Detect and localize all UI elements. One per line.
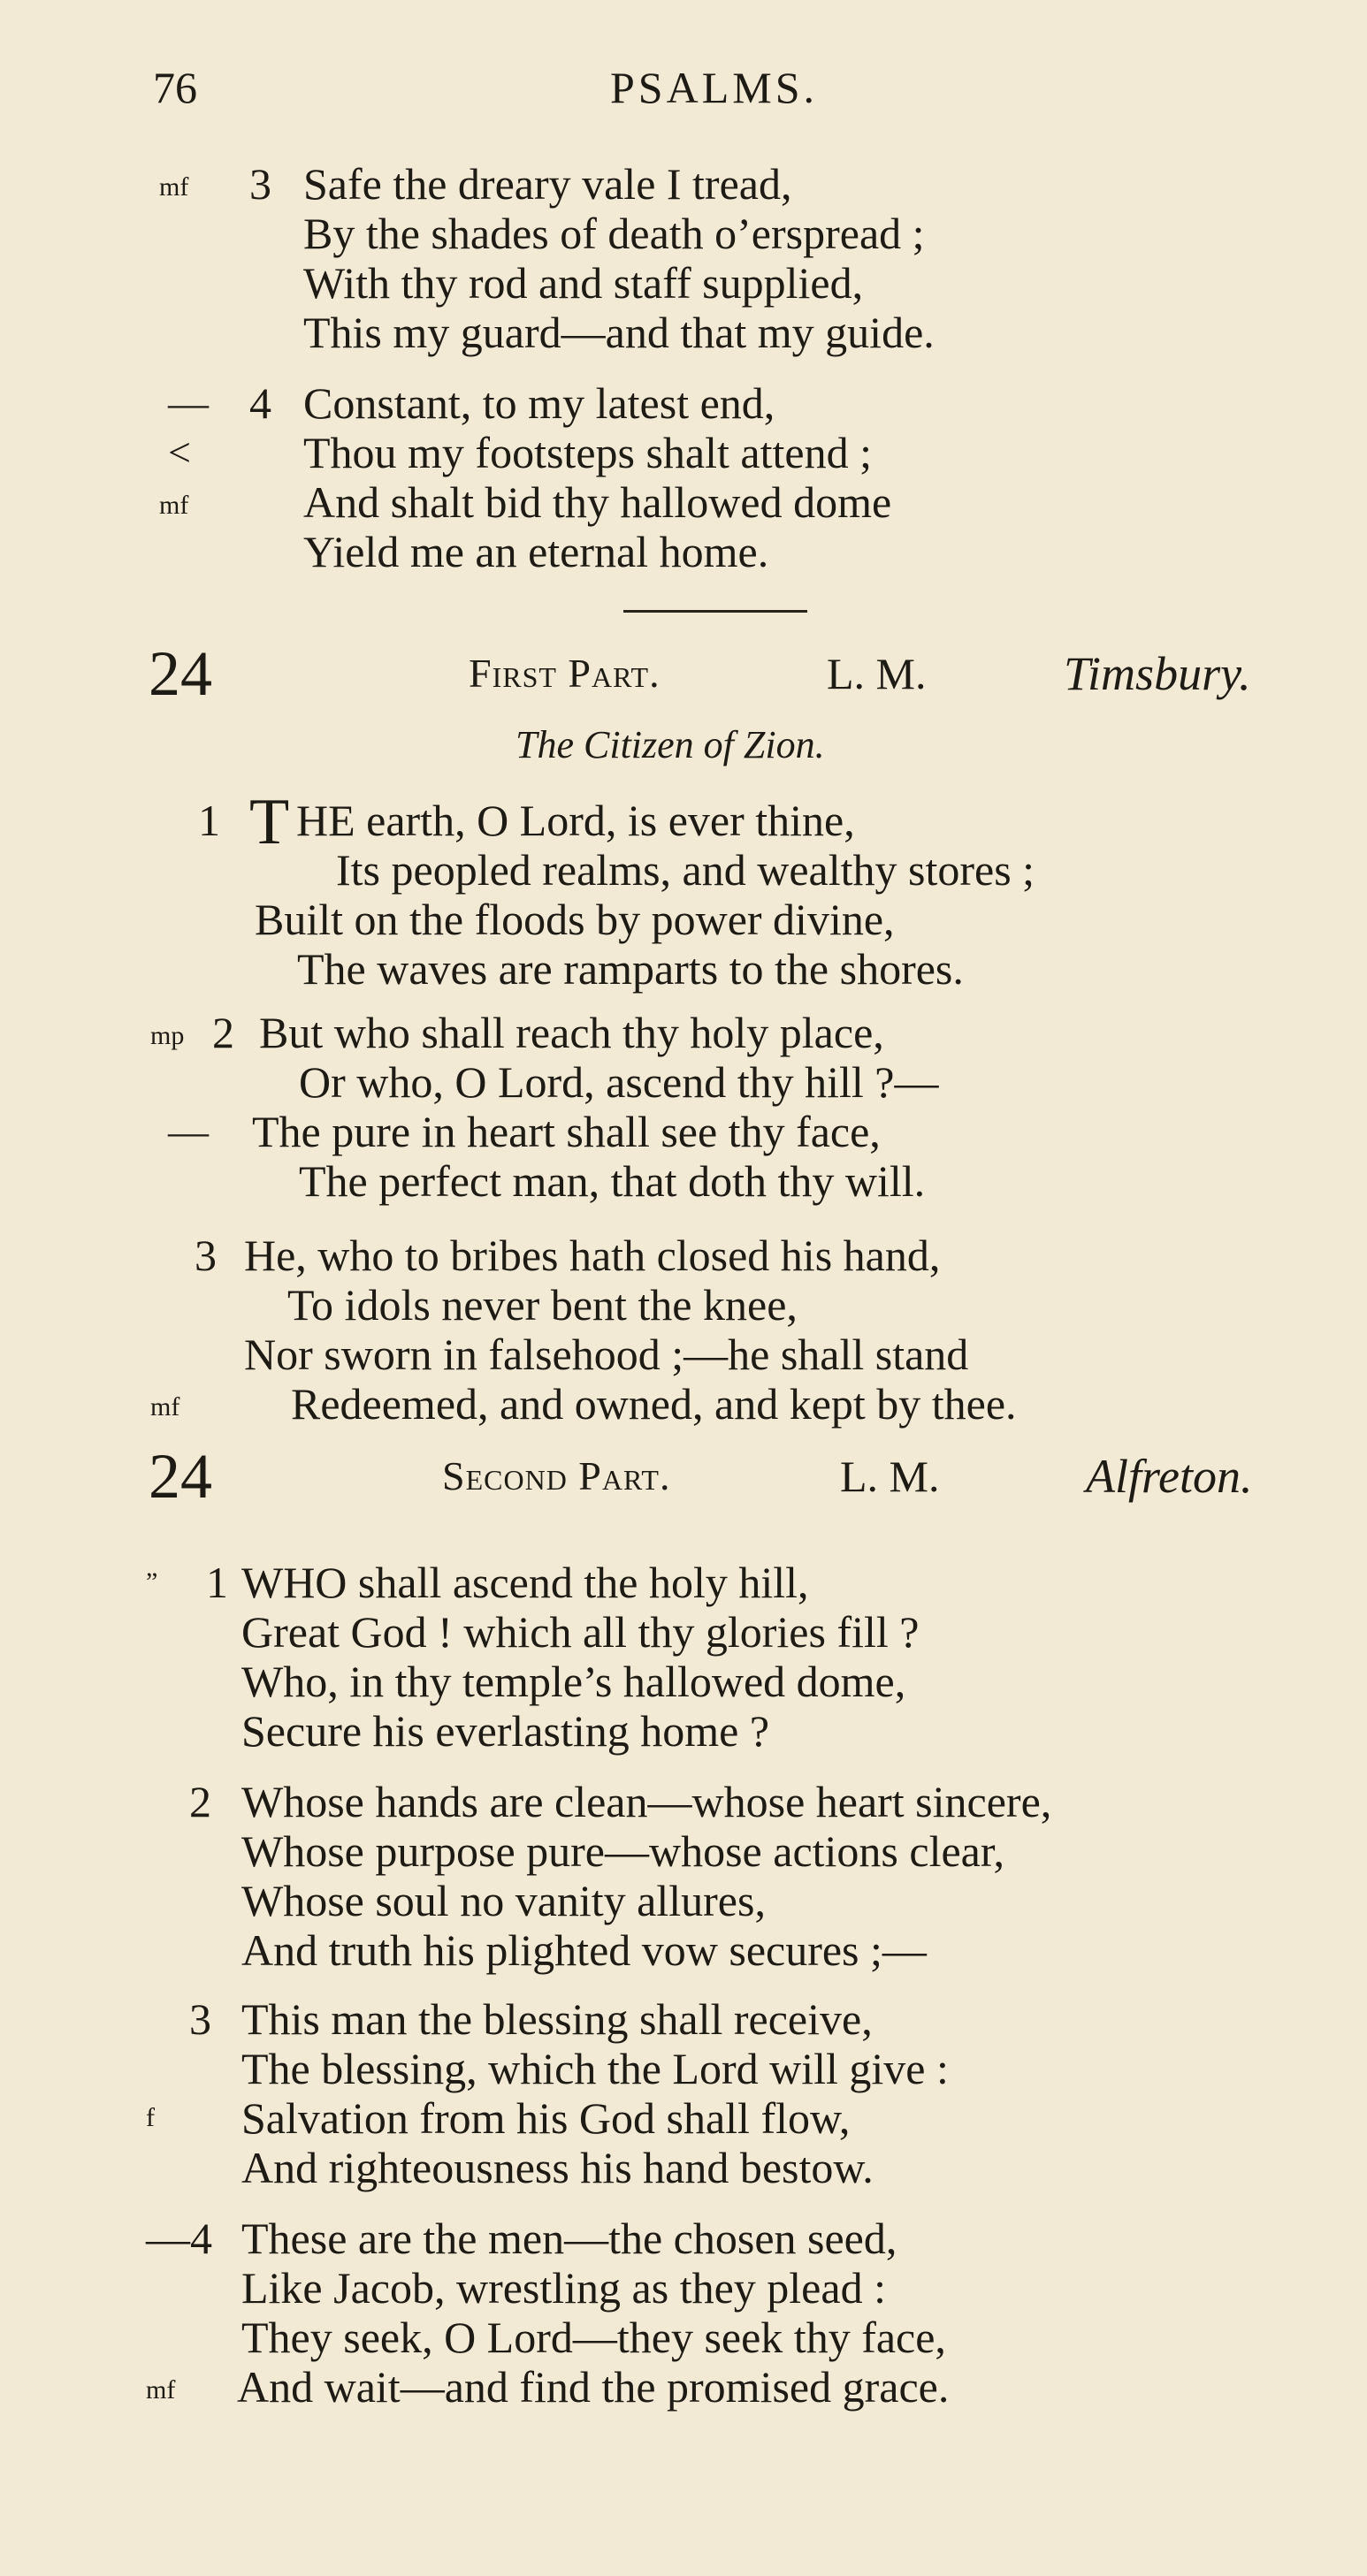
stanza-number: 1 — [198, 796, 220, 845]
stanza-number: 4 — [249, 378, 271, 428]
hymn-meter: L. M. — [827, 649, 927, 698]
verse-line: With thy rod and staff supplied, — [303, 258, 864, 308]
hymn-heading — [0, 638, 1367, 709]
verse-line: Built on the floods by power divine, — [255, 895, 895, 944]
dynamic-mark-crescendo: < — [168, 430, 191, 475]
verse-line: By the shades of death o’erspread ; — [303, 209, 925, 258]
stanza-number: 2 — [212, 1008, 234, 1057]
dynamic-mark-mf: mf — [159, 491, 189, 520]
running-header — [0, 62, 1367, 124]
hymn-meter: L. M. — [840, 1452, 940, 1501]
verse-line: This my guard—and that my guide. — [303, 308, 935, 357]
dynamic-mark-dash: — — [168, 1109, 209, 1154]
verse-line: HE earth, O Lord, is ever thine, — [296, 796, 855, 845]
verse-line: Like Jacob, wrestling as they plead : — [241, 2263, 886, 2313]
running-title: PSALMS. — [610, 63, 819, 112]
hymn-number: 24 — [149, 1441, 212, 1512]
verse-line: And righteousness his hand bestow. — [241, 2143, 874, 2192]
verse-line: The blessing, which the Lord will give : — [241, 2044, 949, 2093]
tune-name: Alfreton. — [1086, 1450, 1253, 1503]
verse-line: Nor sworn in falsehood ;—he shall stand — [244, 1330, 969, 1379]
stanza-number: —4 — [146, 2214, 212, 2263]
verse-line: Whose soul no vanity allures, — [241, 1876, 766, 1925]
hymn-part: First Part. — [469, 651, 661, 696]
page-number: 76 — [153, 63, 197, 112]
verse-line: And wait—and find the promised grace. — [237, 2362, 950, 2412]
verse-line: This man the blessing shall receive, — [241, 1994, 873, 2044]
verse-line: They seek, O Lord—they seek thy face, — [241, 2313, 946, 2362]
verse-line: And truth his plighted vow secures ;— — [241, 1925, 927, 1975]
section-rule — [623, 610, 807, 613]
verse-line: Redeemed, and owned, and kept by thee. — [291, 1379, 1017, 1429]
verse-line: WHO shall ascend the holy hill, — [241, 1558, 809, 1607]
verse-line: Whose hands are clean—whose heart sincere, — [241, 1777, 1052, 1826]
verse-line: He, who to bribes hath closed his hand, — [244, 1231, 941, 1280]
verse-line: Salvation from his God shall flow, — [241, 2093, 851, 2143]
hymn-number: 24 — [149, 638, 212, 709]
dynamic-mark-mf: mf — [159, 172, 189, 202]
hymn-part: Second Part. — [442, 1453, 671, 1498]
dynamic-mark-f: f — [146, 2103, 155, 2132]
dynamic-mark: ” — [146, 1567, 158, 1597]
verse-line: These are the men—the chosen seed, — [241, 2214, 897, 2263]
verse-line: The perfect man, that doth thy will. — [299, 1156, 926, 1206]
hymn-subtitle: The Citizen of Zion. — [515, 723, 825, 766]
verse-line: And shalt bid thy hallowed dome — [303, 477, 892, 527]
stanza-number: 3 — [249, 159, 271, 209]
dynamic-mark-mf: mf — [146, 2375, 176, 2405]
stanza-number: 3 — [195, 1231, 217, 1280]
verse-line: Who, in thy temple’s hallowed dome, — [241, 1657, 906, 1706]
verse-line: Yield me an eternal home. — [303, 527, 769, 576]
verse-line: Constant, to my latest end, — [303, 378, 775, 428]
stanza-number: 2 — [189, 1777, 211, 1826]
stanza-number: 3 — [189, 1994, 211, 2044]
dynamic-mark-mf: mf — [150, 1392, 180, 1421]
verse-line: Or who, O Lord, ascend thy hill ?— — [299, 1057, 939, 1107]
dynamic-mark-mp: mp — [150, 1021, 185, 1050]
verse-line: Its peopled realms, and wealthy stores ; — [336, 845, 1035, 895]
tune-name: Timsbury. — [1064, 647, 1251, 700]
verse-line: But who shall reach thy holy place, — [259, 1008, 884, 1057]
hymn-heading — [0, 1441, 1367, 1512]
drop-cap: T — [249, 786, 290, 858]
verse-line: To idols never bent the knee, — [287, 1280, 798, 1330]
verse-line: Great God ! which all thy glories fill ? — [241, 1607, 920, 1657]
dynamic-mark-dash: — — [168, 380, 209, 425]
verse-line: The waves are ramparts to the shores. — [297, 944, 964, 994]
verse-line: Safe the dreary vale I tread, — [303, 159, 792, 209]
stanza-number: 1 — [206, 1558, 228, 1607]
verse-line: Thou my footsteps shalt attend ; — [303, 428, 872, 477]
verse-line: Secure his everlasting home ? — [241, 1706, 770, 1756]
verse-line: The pure in heart shall see thy face, — [252, 1107, 881, 1156]
verse-line: Whose purpose pure—whose actions clear, — [241, 1826, 1004, 1876]
